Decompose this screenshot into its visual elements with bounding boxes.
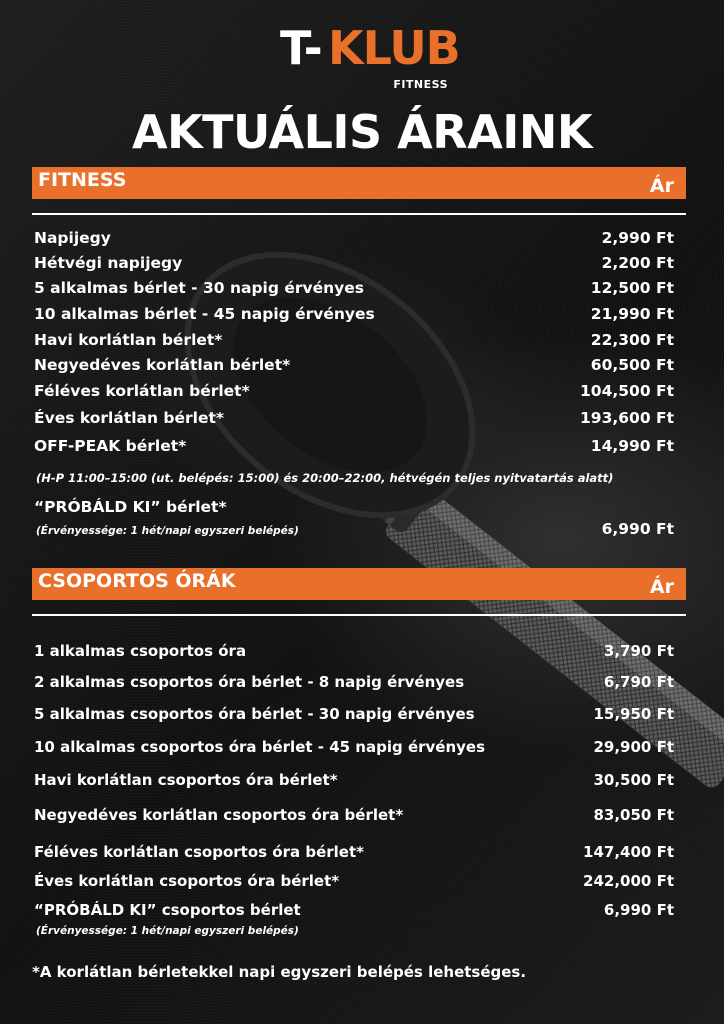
item-name: Napijegy xyxy=(34,229,111,247)
item-name: Hétvégi napijegy xyxy=(34,254,183,272)
price-row xyxy=(34,254,674,276)
item-price: 15,950 Ft xyxy=(593,705,674,723)
price-row xyxy=(34,843,674,865)
item-price: 14,990 Ft xyxy=(590,437,674,455)
item-name: Éves korlátlan bérlet* xyxy=(34,409,224,427)
price-row xyxy=(34,356,674,378)
fitness-section-header xyxy=(32,167,686,199)
trial-note: (Érvényessége: 1 hét/napi egyszeri belépés) xyxy=(36,925,299,937)
price-row xyxy=(34,331,674,353)
footnote: *A korlátlan bérletekkel napi egyszeri belépés lehetséges. xyxy=(32,963,527,981)
item-price: 3,790 Ft xyxy=(603,642,674,660)
group-classes-divider xyxy=(32,614,686,616)
offpeak-note: (H-P 11:00–15:00 (ut. belépés: 15:00) és 20:00–22:00, hétvégén teljes nyitvatartás alatt) xyxy=(36,471,614,485)
item-price: 2,200 Ft xyxy=(601,254,674,272)
fitness-price-heading: Ár xyxy=(649,175,674,197)
price-row xyxy=(34,279,674,301)
price-row xyxy=(34,229,674,251)
price-row xyxy=(34,409,674,431)
price-row xyxy=(34,642,674,664)
price-row xyxy=(34,705,674,727)
price-row xyxy=(34,806,674,828)
group-classes-section-title: CSOPORTOS ÓRÁK xyxy=(38,570,236,592)
item-price: 21,990 Ft xyxy=(590,305,674,323)
item-price: 242,000 Ft xyxy=(583,872,674,890)
item-price: 104,500 Ft xyxy=(580,382,674,400)
item-name: 10 alkalmas bérlet - 45 napig érvényes xyxy=(34,305,375,323)
item-name: OFF-PEAK bérlet* xyxy=(34,437,187,455)
price-row xyxy=(34,305,674,327)
price-row xyxy=(34,437,674,459)
price-row xyxy=(34,673,674,695)
price-row xyxy=(34,382,674,404)
t-klub-logo xyxy=(280,21,460,94)
trial-price-row xyxy=(34,520,674,542)
item-price: 83,050 Ft xyxy=(593,806,674,824)
trial-row xyxy=(34,498,674,520)
item-price: 193,600 Ft xyxy=(580,409,674,427)
item-name: Negyedéves korlátlan csoportos óra bérlet* xyxy=(34,806,404,824)
item-name: Havi korlátlan bérlet* xyxy=(34,331,223,349)
price-row xyxy=(34,771,674,793)
item-name: Éves korlátlan csoportos óra bérlet* xyxy=(34,872,340,890)
logo-fitness-text: FITNESS xyxy=(393,78,448,91)
item-name: 2 alkalmas csoportos óra bérlet - 8 napig érvényes xyxy=(34,673,465,691)
item-name: 10 alkalmas csoportos óra bérlet - 45 napig érvényes xyxy=(34,738,486,756)
logo-t-text: T- xyxy=(280,21,322,75)
fitness-divider xyxy=(32,213,686,215)
trial-note: (Érvényessége: 1 hét/napi egyszeri belépés) xyxy=(36,525,299,537)
item-name: Féléves korlátlan csoportos óra bérlet* xyxy=(34,843,364,861)
trial-price: 6,990 Ft xyxy=(601,520,674,538)
trial-row xyxy=(34,901,674,923)
price-row xyxy=(34,738,674,760)
item-price: 12,500 Ft xyxy=(590,279,674,297)
item-price: 147,400 Ft xyxy=(583,843,674,861)
item-price: 2,990 Ft xyxy=(601,229,674,247)
trial-price: 6,990 Ft xyxy=(603,901,674,919)
item-name: Féléves korlátlan bérlet* xyxy=(34,382,250,400)
page-title: AKTUÁLIS ÁRAINK xyxy=(131,105,593,159)
item-price: 60,500 Ft xyxy=(590,356,674,374)
item-name: Negyedéves korlátlan bérlet* xyxy=(34,356,291,374)
group-classes-section-header xyxy=(32,568,686,600)
item-price: 29,900 Ft xyxy=(593,738,674,756)
item-name: 5 alkalmas csoportos óra bérlet - 30 napig érvényes xyxy=(34,705,475,723)
item-name: 5 alkalmas bérlet - 30 napig érvényes xyxy=(34,279,364,297)
trial-name: “PRÓBÁLD KI” csoportos bérlet xyxy=(34,901,301,919)
item-price: 22,300 Ft xyxy=(590,331,674,349)
trial-name: “PRÓBÁLD KI” bérlet* xyxy=(34,498,227,516)
item-price: 30,500 Ft xyxy=(593,771,674,789)
group-classes-price-heading: Ár xyxy=(649,576,674,598)
price-row xyxy=(34,872,674,894)
item-name: 1 alkalmas csoportos óra xyxy=(34,642,247,660)
item-name: Havi korlátlan csoportos óra bérlet* xyxy=(34,771,338,789)
logo-klub-text: KLUB xyxy=(328,21,460,75)
item-price: 6,790 Ft xyxy=(603,673,674,691)
fitness-section-title: FITNESS xyxy=(38,169,127,191)
